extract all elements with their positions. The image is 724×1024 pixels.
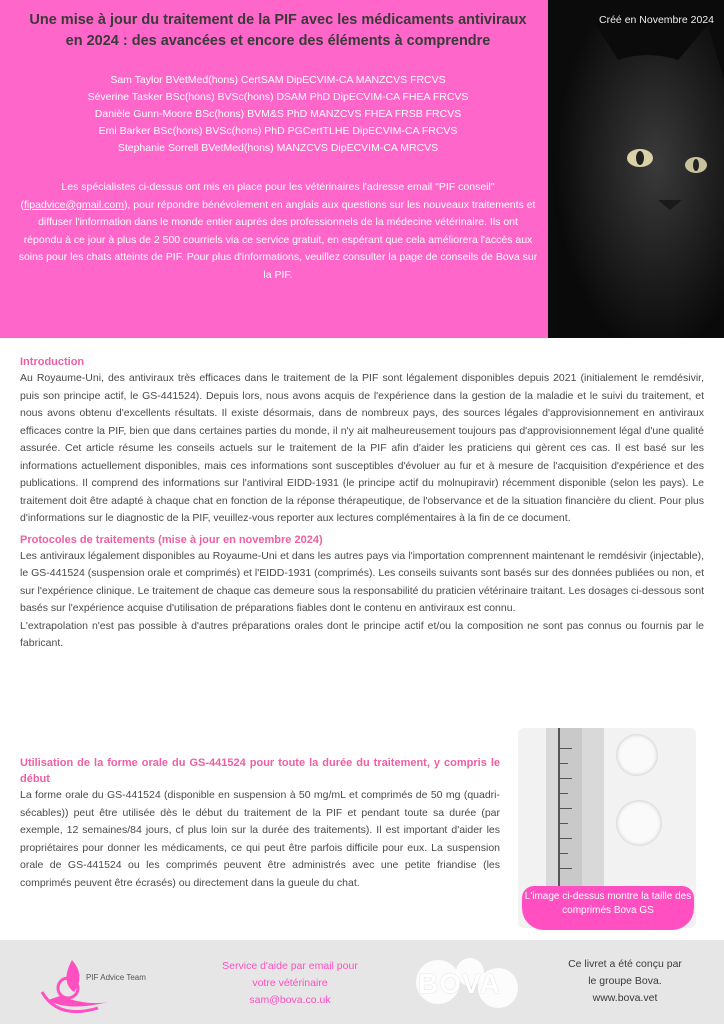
tablet-icon bbox=[616, 800, 662, 846]
authors-list bbox=[18, 72, 538, 157]
introduction-section bbox=[20, 354, 704, 528]
contact-email-link[interactable]: fipadvice@gmail.com bbox=[24, 198, 124, 211]
blurb-text: Les spécialistes ci-dessus ont mis en place pour les vétérinaires l'adresse email "PIF conseil" ( bbox=[20, 181, 495, 211]
service-email-link[interactable]: sam@bova.co.uk bbox=[249, 994, 331, 1006]
cat-photo bbox=[548, 0, 724, 338]
pif-logo-text: PIF Advice Team bbox=[86, 973, 146, 982]
author-line: Danièle Gunn-Moore BSc(hons) BVM&S PhD MANZCVS FHEA FRSB FRCVS bbox=[94, 108, 462, 120]
section-heading: Utilisation de la forme orale du GS-441524 pour toute la durée du traitement, y compris le début bbox=[20, 757, 500, 785]
author-line: Sam Taylor BVetMed(hons) CertSAM DipECVIM-CA MANZCVS FRCVS bbox=[110, 74, 446, 86]
main-content bbox=[20, 350, 704, 653]
bova-info bbox=[540, 956, 710, 1007]
service-line: votre vétérinaire bbox=[252, 977, 328, 989]
info-line: Ce livret a été conçu par bbox=[568, 958, 682, 970]
footer bbox=[0, 940, 724, 1024]
bova-logo-text: BOVA bbox=[418, 968, 501, 999]
service-line: Service d'aide par email pour bbox=[222, 960, 358, 972]
author-line: Stephanie Sorrell BVetMed(hons) MANZCVS DipECVIM-CA MRCVS bbox=[117, 142, 439, 154]
oral-use-section bbox=[20, 755, 500, 892]
creation-date-caption: Créé en Novembre 2024 bbox=[599, 14, 714, 26]
section-paragraph: La forme orale du GS-441524 (disponible en suspension à 50 mg/mL et comprimés de 50 mg (quadri-sécables)) peut être utilisée dès le début du traitement de la PIF et pendant toute sa durée (par exemple, 12 semaines/84 jours, cf plus loin sur la durée des traitements). Il est important d'aider les propriétaires pour donner les médicaments, ce qui peut être parfois difficile pour eux. La suspension orale de GS-441524 ou les comprimés peuvent être administrés avec une petite friandise (les comprimés peuvent être écrasés) ou directement dans la gueule du chat. bbox=[20, 789, 500, 889]
section-paragraph: Les antiviraux légalement disponibles au Royaume-Uni et dans les autres pays via l'importation comprennent maintenant le remdésivir (injectable), le GS-441524 (suspension orale et comprimés) et l'EIDD-1931 (comprimés). Les conseils suivants sont basés sur des données publiées ou non, et sur l'expérience clinique. Le traitement de chaque cas demeure sous la responsabilité du praticien vétérinaire traitant. Les dosages ci-dessous sont basés sur l'expérience acquise d'utilisation de préparations fiables dont le contenu en antiviraux est connu. bbox=[20, 549, 704, 614]
email-service-info bbox=[190, 958, 390, 1009]
document-title: Une mise à jour du traitement de la PIF avec les médicaments antiviraux en 2024 : des avancées et encore des éléments à comprendre bbox=[29, 12, 527, 49]
author-line: Séverine Tasker BSc(hons) BVSc(hons) DSAM PhD DipECVIM-CA FHEA FRCVS bbox=[87, 91, 469, 103]
section-heading: Protocoles de traitements (mise à jour en novembre 2024) bbox=[20, 533, 323, 546]
blurb-text: ), pour répondre bénévolement en anglais aux questions sur les nouveaux traitements et diffuser l'information dans le monde entier auprès des professionnels de la médecine vétérinaire. Ils ont répondu à ce jour à plus de 2 500 courriels via ce service gratuit, en espérant que cela améliorera l'accès aux soins pour les chats atteints de PIF. Pour plus d'informations, veuillez consulter la page de conseils de Bova sur la PIF. bbox=[18, 198, 538, 281]
pif-advice-team-logo bbox=[38, 950, 178, 1016]
protocols-section bbox=[20, 532, 704, 653]
info-line: le groupe Bova. bbox=[588, 975, 662, 987]
bova-website-link[interactable]: www.bova.vet bbox=[592, 992, 658, 1004]
cat-icon bbox=[548, 0, 724, 338]
tablets-caption: L'image ci-dessus montre la taille des comprimés Bova GS bbox=[522, 886, 694, 930]
tablet-icon bbox=[616, 734, 658, 776]
section-paragraph: Au Royaume-Uni, des antiviraux très efficaces dans le traitement de la PIF sont légalement disponibles depuis 2021 (initialement le remdésivir, puis son principe actif, le GS-441524). Depuis lors, nous avons acquis de l'expérience dans la gestion de la maladie et le suivi du traitement, et nous avons obtenu d'excellents résultats. Il existe désormais, dans de nombreux pays, des sources légales d'approvisionnement en antiviraux efficaces contre la PIF, bien que dans certaines parties du monde, il n'y ait malheureusement toujours pas d'approvisionnement légal d'une qualité assurée. Cet article résume les conseils actuels sur le traitement de la PIF afin d'aider les praticiens qui gèrent ces cas. Il est basé sur les informations actuellement disponibles, mais ces informations sont susceptibles d'évoluer au fur et à mesure de l'acquisition d'expérience et des publications. Il comprend des informations sur l'antiviral EIDD-1931 (le principe actif du molnupiravir) récemment disponible (selon les pays). Le traitement doit être adapté à chaque chat en fonction de la réponse thérapeutique, de l'observance et de la situation financière du client. Pour plus d'informations sur le diagnostic de la PIF, veuillez-vous reporter aux lectures complémentaires à la fin de ce document. bbox=[20, 372, 704, 524]
header-blurb bbox=[18, 179, 538, 284]
section-heading: Introduction bbox=[20, 356, 85, 368]
header-text-block bbox=[18, 10, 538, 284]
section-paragraph: L'extrapolation n'est pas possible à d'autres préparations orales dont le principe actif et/ou la composition ne sont pas connus ou fournis par le fabricant. bbox=[20, 619, 704, 649]
author-line: Emi Barker BSc(hons) BVSc(hons) PhD PGCertTLHE DipECVIM-CA FRCVS bbox=[98, 125, 458, 137]
